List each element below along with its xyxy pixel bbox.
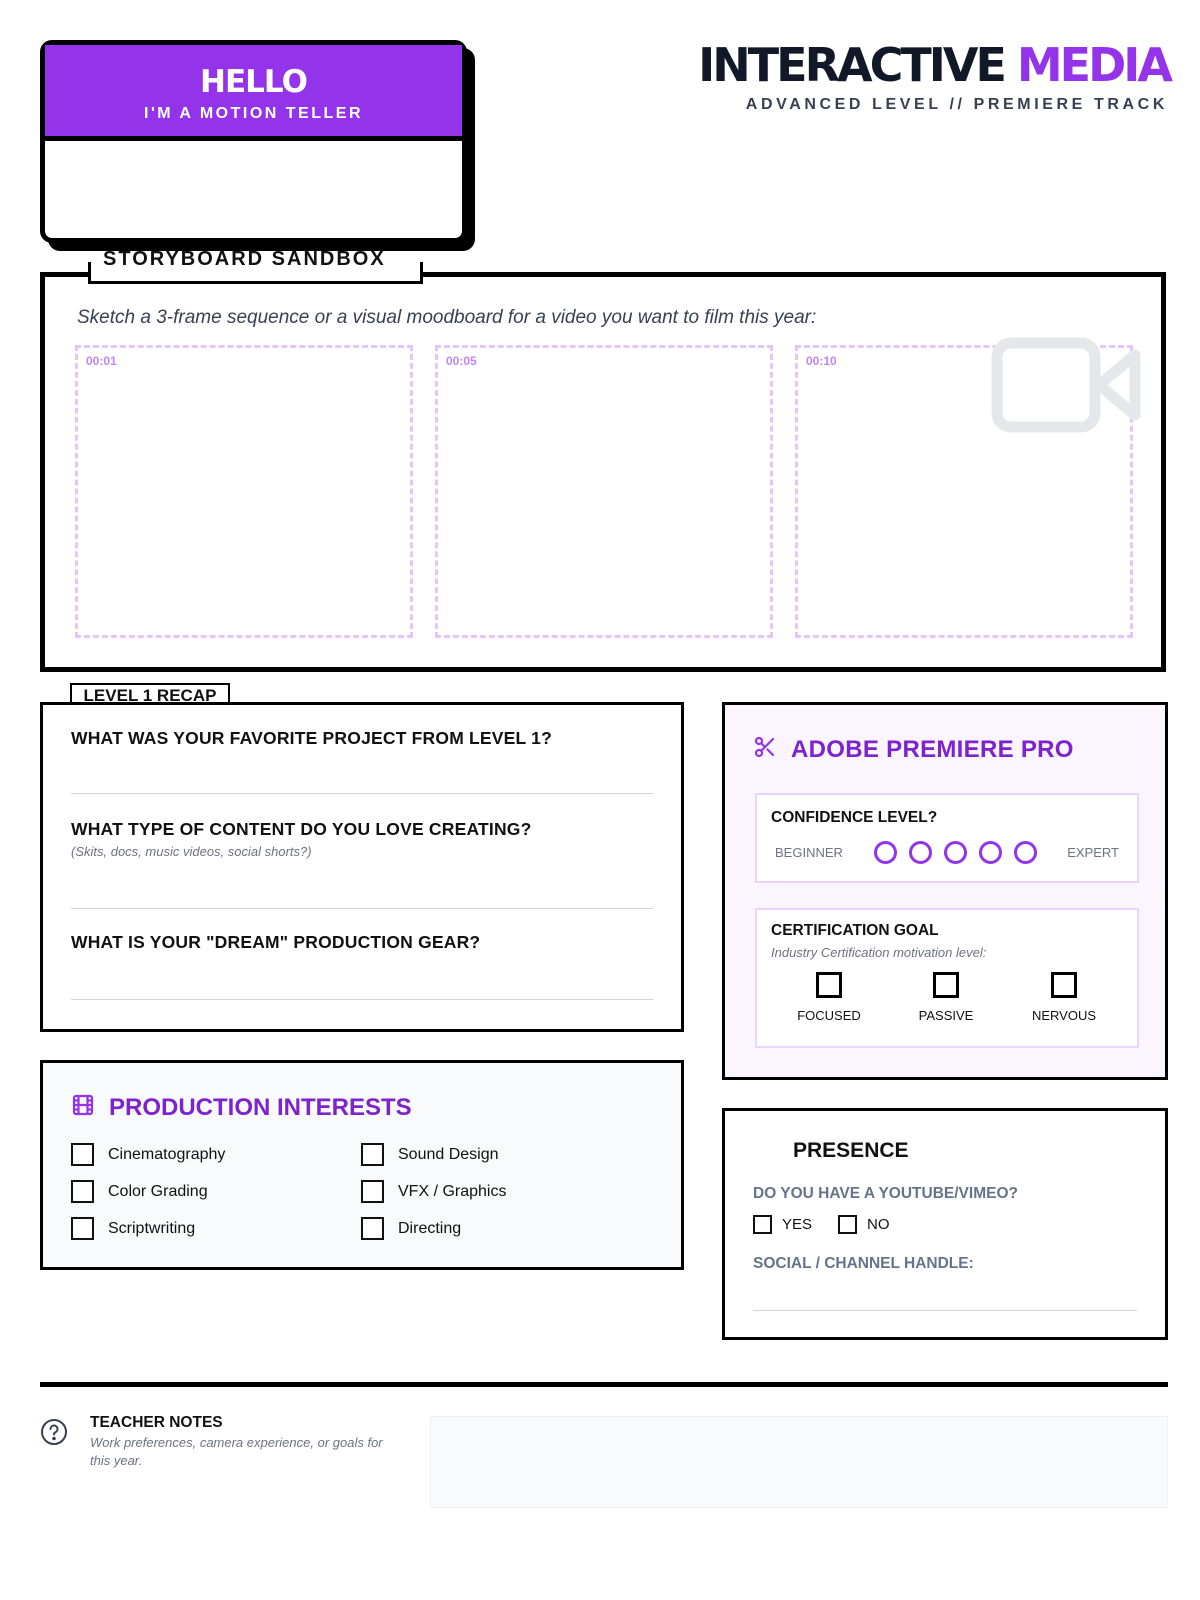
rating-circle-1[interactable] bbox=[874, 841, 897, 864]
certification-card bbox=[755, 908, 1139, 1048]
section-divider bbox=[40, 1382, 1168, 1387]
name-tag bbox=[40, 40, 467, 243]
presence-question: DO YOU HAVE A YOUTUBE/VIMEO? bbox=[753, 1185, 1018, 1202]
interest-label: Scriptwriting bbox=[108, 1219, 196, 1237]
option-no[interactable] bbox=[838, 1215, 890, 1234]
storyboard-tab bbox=[88, 248, 423, 284]
premiere-section bbox=[722, 702, 1168, 1080]
frame-timestamp: 00:10 bbox=[806, 354, 837, 368]
scale-low-label: BEGINNER bbox=[775, 845, 843, 860]
yes-label: YES bbox=[782, 1216, 813, 1233]
page-title bbox=[698, 38, 1170, 92]
interest-scriptwriting[interactable] bbox=[71, 1217, 195, 1240]
no-checkbox[interactable] bbox=[838, 1215, 857, 1234]
name-write-area[interactable] bbox=[45, 141, 462, 241]
checkbox[interactable] bbox=[71, 1143, 94, 1166]
handle-answer-line[interactable] bbox=[753, 1310, 1137, 1311]
scissors-icon bbox=[753, 735, 777, 764]
cert-checkbox[interactable] bbox=[816, 972, 842, 998]
rating-circle-4[interactable] bbox=[979, 841, 1002, 864]
rating-circles bbox=[874, 841, 1037, 864]
interest-label: Sound Design bbox=[398, 1145, 499, 1163]
answer-line[interactable] bbox=[71, 999, 653, 1000]
checkbox[interactable] bbox=[361, 1143, 384, 1166]
name-tag-subtitle: I'M A MOTION TELLER bbox=[144, 105, 363, 122]
title-part-1: INTERACTIVE bbox=[698, 38, 1004, 92]
film-icon bbox=[71, 1093, 95, 1122]
name-tag-header bbox=[45, 45, 462, 141]
teacher-notes-area[interactable] bbox=[430, 1416, 1168, 1508]
presence-section bbox=[722, 1108, 1168, 1340]
checkbox[interactable] bbox=[361, 1217, 384, 1240]
title-part-2: MEDIA bbox=[1016, 38, 1170, 92]
answer-line[interactable] bbox=[71, 908, 653, 909]
frame-timestamp: 00:01 bbox=[86, 354, 117, 368]
rating-circle-3[interactable] bbox=[944, 841, 967, 864]
rating-circle-5[interactable] bbox=[1014, 841, 1037, 864]
storyboard-prompt: Sketch a 3-frame sequence or a visual moodboard for a video you want to film this year: bbox=[77, 307, 817, 328]
recap-question-3 bbox=[71, 932, 653, 953]
storyboard-frame-1[interactable] bbox=[75, 345, 413, 638]
cert-option-nervous[interactable] bbox=[1019, 972, 1109, 1023]
teacher-notes-hint: Work preferences, camera experience, or goals for this year. bbox=[90, 1435, 383, 1468]
storyboard-tab-label: STORYBOARD SANDBOX bbox=[103, 248, 386, 270]
confidence-card bbox=[755, 793, 1139, 883]
production-header bbox=[71, 1093, 412, 1122]
video-camera-icon bbox=[991, 337, 1141, 442]
interest-label: VFX / Graphics bbox=[398, 1182, 507, 1200]
yes-checkbox[interactable] bbox=[753, 1215, 772, 1234]
confidence-title: CONFIDENCE LEVEL? bbox=[771, 809, 938, 826]
cert-checkbox[interactable] bbox=[1051, 972, 1077, 998]
recap-section bbox=[40, 702, 684, 1032]
teacher-notes-title: TEACHER NOTES bbox=[90, 1414, 223, 1431]
answer-line[interactable] bbox=[71, 793, 653, 794]
frame-timestamp: 00:05 bbox=[446, 354, 477, 368]
recap-question-1 bbox=[71, 728, 653, 749]
checkbox[interactable] bbox=[71, 1217, 94, 1240]
cert-option-label: NERVOUS bbox=[1031, 1008, 1097, 1023]
presence-title: PRESENCE bbox=[793, 1139, 909, 1162]
question-title: WHAT IS YOUR "DREAM" PRODUCTION GEAR? bbox=[71, 932, 481, 952]
interest-sound-design[interactable] bbox=[361, 1143, 499, 1166]
handle-label: SOCIAL / CHANNEL HANDLE: bbox=[753, 1255, 974, 1272]
cert-option-label: PASSIVE bbox=[918, 1008, 974, 1023]
certification-hint: Industry Certification motivation level: bbox=[771, 945, 987, 960]
interest-label: Color Grading bbox=[108, 1182, 208, 1200]
certification-title: CERTIFICATION GOAL bbox=[771, 922, 939, 939]
premiere-title: ADOBE PREMIERE PRO bbox=[791, 735, 1074, 763]
help-circle-icon bbox=[40, 1418, 68, 1451]
interest-directing[interactable] bbox=[361, 1217, 461, 1240]
storyboard-frame-2[interactable] bbox=[435, 345, 773, 638]
cert-option-passive[interactable] bbox=[901, 972, 991, 1023]
cert-checkbox[interactable] bbox=[933, 972, 959, 998]
option-yes[interactable] bbox=[753, 1215, 812, 1234]
production-title: PRODUCTION INTERESTS bbox=[109, 1093, 412, 1121]
question-hint: (Skits, docs, music videos, social shorts?) bbox=[71, 844, 312, 859]
cert-option-focused[interactable] bbox=[784, 972, 874, 1023]
recap-question-2 bbox=[71, 819, 653, 859]
interest-label: Cinematography bbox=[108, 1145, 226, 1163]
cert-option-label: FOCUSED bbox=[797, 1008, 861, 1023]
no-label: NO bbox=[867, 1216, 890, 1233]
scale-high-label: EXPERT bbox=[1067, 845, 1119, 860]
page-subtitle: ADVANCED LEVEL // PREMIERE TRACK bbox=[745, 96, 1168, 113]
question-title: WHAT WAS YOUR FAVORITE PROJECT FROM LEVEL 1? bbox=[71, 728, 553, 748]
interest-label: Directing bbox=[398, 1219, 462, 1237]
checkbox[interactable] bbox=[361, 1180, 384, 1203]
confidence-scale bbox=[775, 841, 1119, 864]
interest-color-grading[interactable] bbox=[71, 1180, 208, 1203]
recap-tab-label: LEVEL 1 RECAP bbox=[83, 686, 217, 705]
checkbox[interactable] bbox=[71, 1180, 94, 1203]
premiere-header bbox=[753, 735, 1074, 764]
interest-cinematography[interactable] bbox=[71, 1143, 225, 1166]
production-section bbox=[40, 1060, 684, 1270]
question-title: WHAT TYPE OF CONTENT DO YOU LOVE CREATING? bbox=[71, 819, 532, 839]
recap-tab bbox=[70, 683, 230, 704]
name-tag-hello: HELLO bbox=[200, 64, 307, 100]
rating-circle-2[interactable] bbox=[909, 841, 932, 864]
interest-vfx-graphics[interactable] bbox=[361, 1180, 506, 1203]
storyboard-section bbox=[40, 272, 1166, 672]
